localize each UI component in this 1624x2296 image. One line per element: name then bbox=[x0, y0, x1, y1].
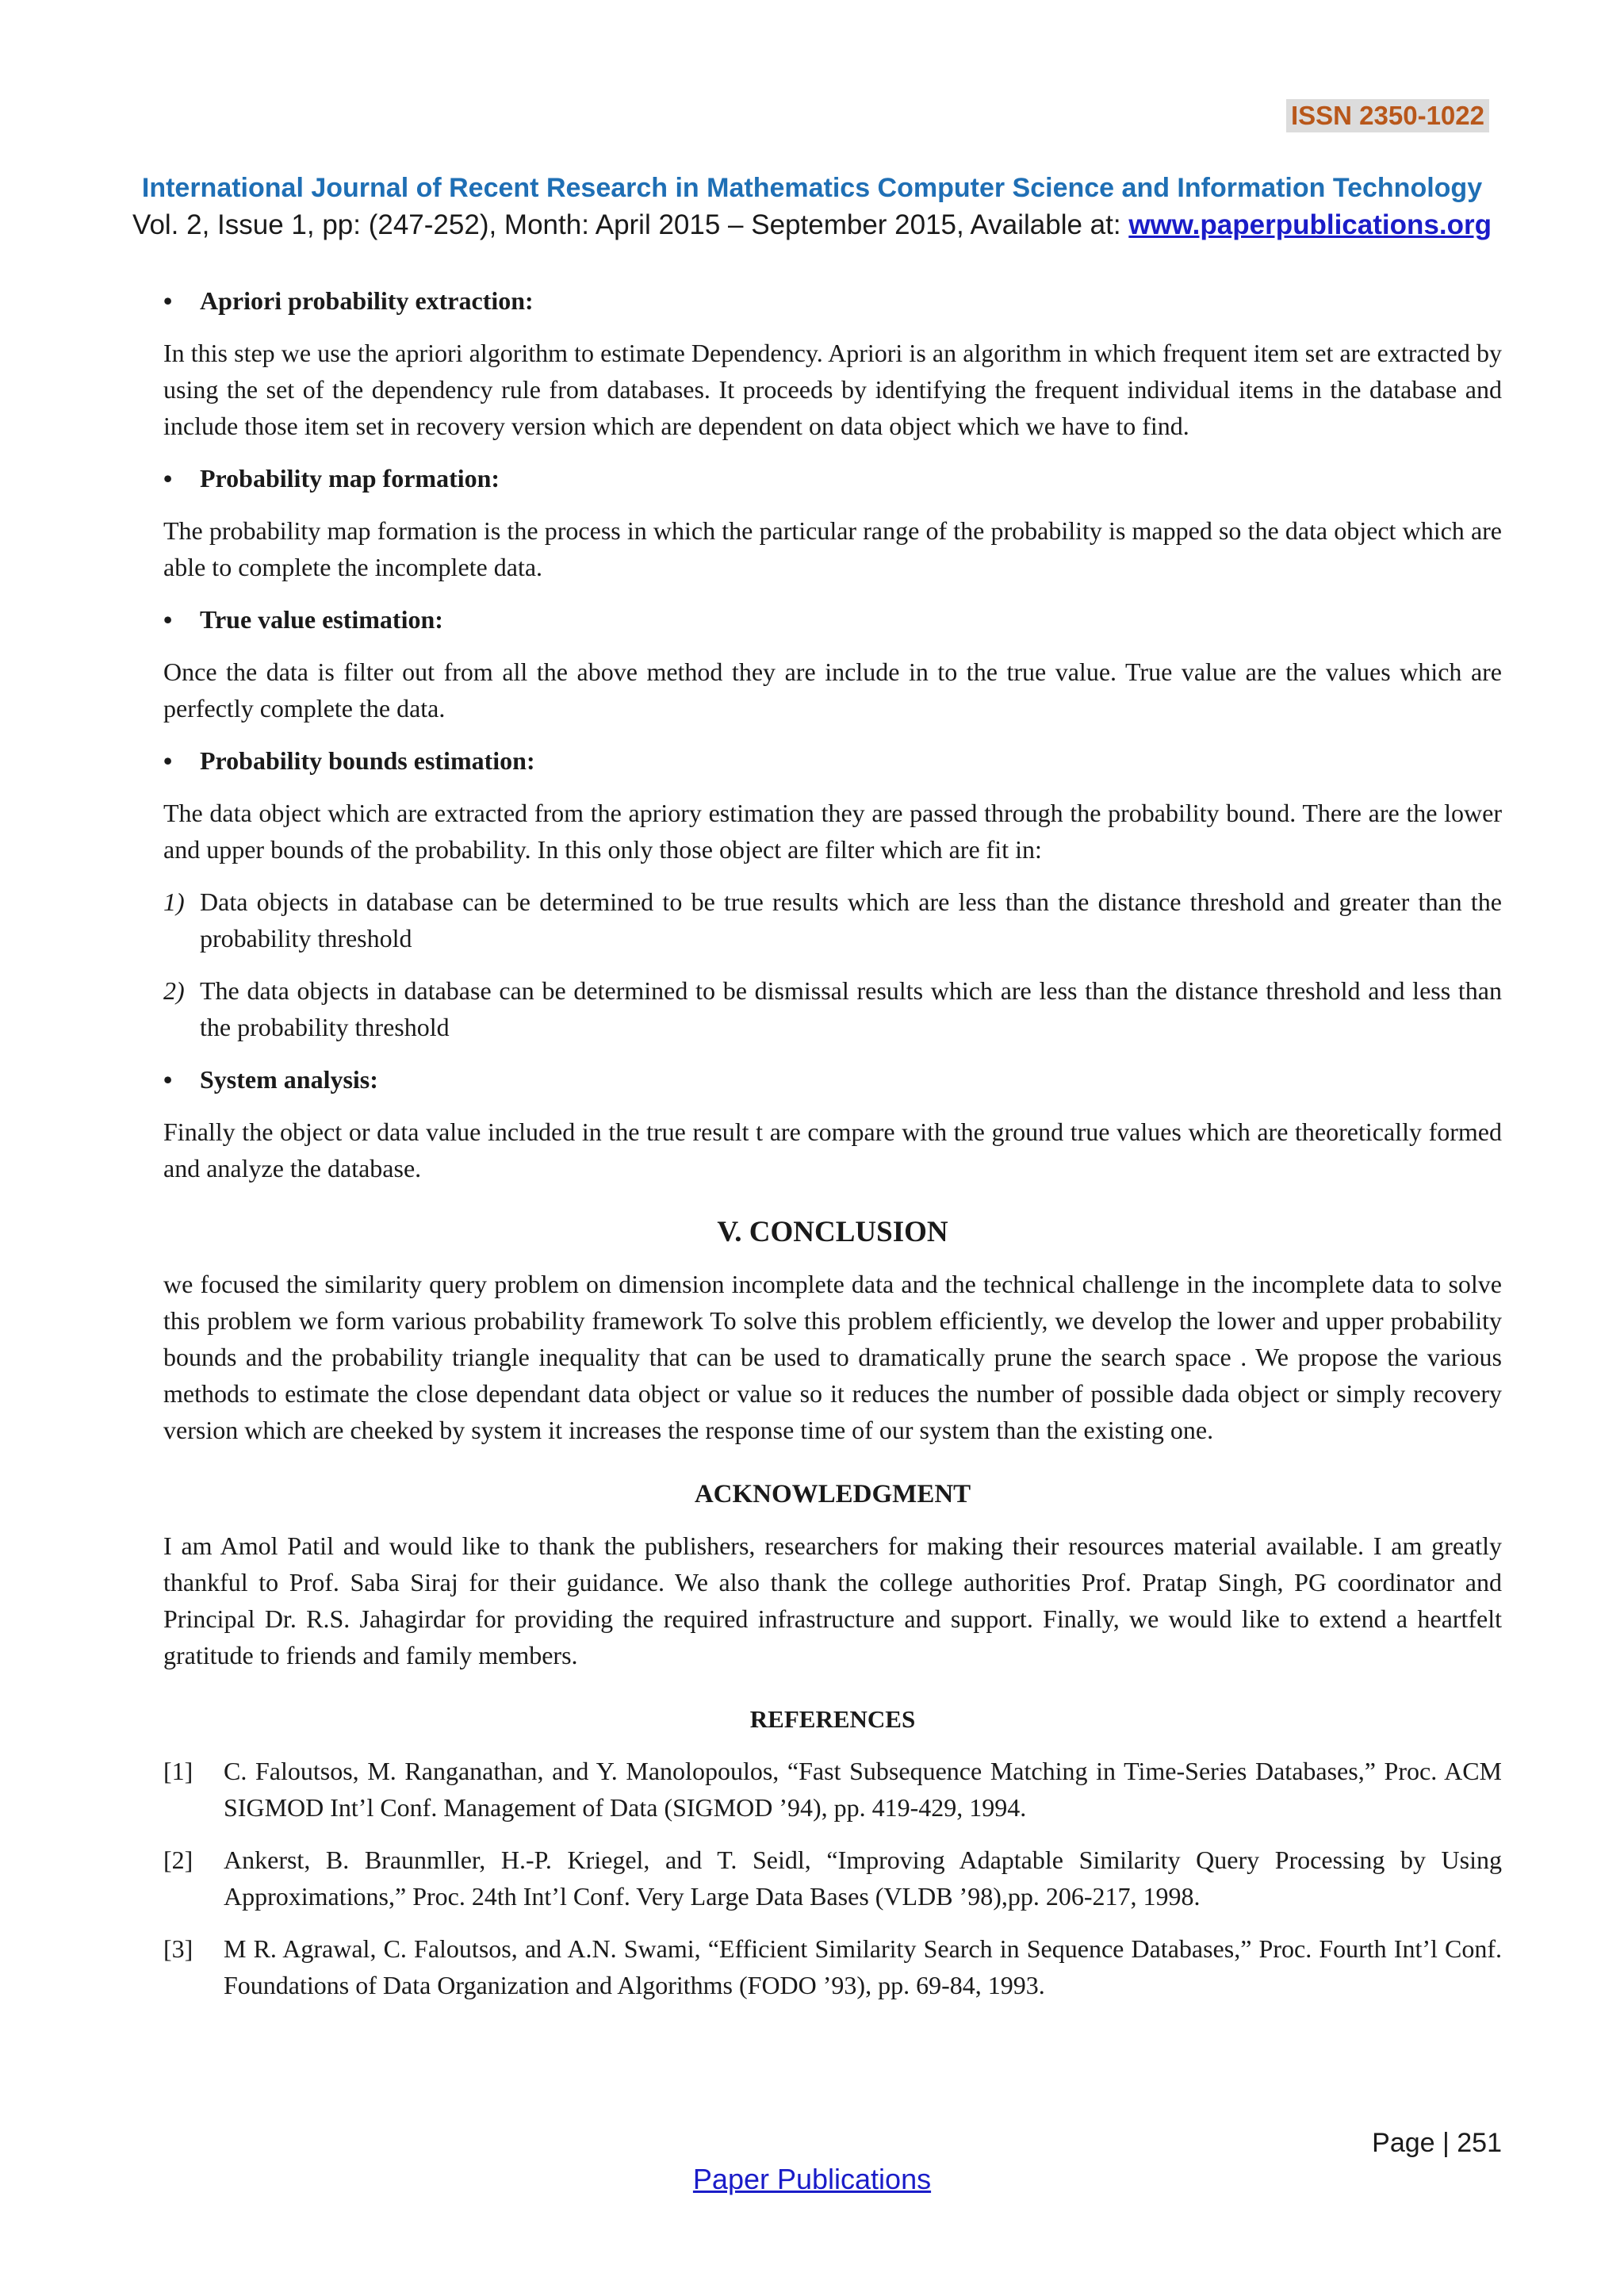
reference-text: Ankerst, B. Braunmller, H.-P. Kriegel, and T. Seidl, “Improving Adaptable Similarity Query Processing by Using Approximations,” Proc. 24th Int’l Conf. Very Large Data Bases (VLDB ’98),pp. 206-217, 1998. bbox=[224, 1846, 1502, 1911]
bullet-icon: • bbox=[163, 286, 173, 315]
references-heading: REFERENCES bbox=[749, 1705, 916, 1733]
reference-text: M R. Agrawal, C. Faloutsos, and A.N. Swami, “Efficient Similarity Search in Sequence Databases,” Proc. Fourth Int’l Conf. Foundations of Data Organization and Algorithms (FODO ’93), pp. 69-84, 1993. bbox=[224, 1934, 1502, 1999]
list-item bbox=[163, 972, 1502, 1045]
reference-item bbox=[163, 1930, 1502, 2003]
list-item bbox=[163, 884, 1502, 956]
paragraph-true-value: Once the data is filter out from all the above method they are include in to the true value. True value are the values which are perfectly complete the data. bbox=[163, 657, 1502, 723]
section-heading-true-value bbox=[163, 601, 1502, 638]
list-text: The data objects in database can be determined to be dismissal results which are less than the distance threshold and less than the probability threshold bbox=[200, 976, 1502, 1041]
page-number: Page | 251 bbox=[1372, 2128, 1502, 2158]
paragraph-map: The probability map formation is the process in which the particular range of the probability is mapped so the data object which are able to complete the incomplete data. bbox=[163, 516, 1502, 581]
heading-text: True value estimation: bbox=[200, 605, 443, 634]
heading-text: Probability bounds estimation: bbox=[200, 746, 535, 775]
volume-text: Vol. 2, Issue 1, pp: (247-252), Month: April 2015 – September 2015, Available at: bbox=[132, 209, 1129, 240]
footer bbox=[0, 2163, 1624, 2196]
reference-number: [2] bbox=[163, 1846, 193, 1874]
reference-number: [3] bbox=[163, 1934, 193, 1963]
paragraph-acknowledgment: I am Amol Patil and would like to thank the publishers, researchers for making their resources material available. I am greatly thankful to Prof. Saba Siraj for their guidance. We also thank the college authorities Prof. Pratap Singh, PG coordinator and Principal Dr. R.S. Jahagirdar for providing the required infrastructure and support. Finally, we would like to extend a heartfelt gratitude to friends and family members. bbox=[163, 1531, 1502, 1669]
bullet-icon: • bbox=[163, 464, 173, 493]
section-heading-system bbox=[163, 1061, 1502, 1098]
volume-line bbox=[0, 209, 1624, 241]
bullet-icon: • bbox=[163, 605, 173, 634]
website-link[interactable]: www.paperpublications.org bbox=[1128, 209, 1492, 240]
heading-text: Apriori probability extraction: bbox=[200, 286, 534, 315]
heading-text: Probability map formation: bbox=[200, 464, 500, 493]
reference-number: [1] bbox=[163, 1757, 193, 1785]
body-content bbox=[163, 282, 1502, 2019]
list-text: Data objects in database can be determined to be true results which are less than the distance threshold and greater than the probability threshold bbox=[200, 887, 1502, 953]
bullet-icon: • bbox=[163, 746, 173, 775]
paragraph-apriori: In this step we use the apriori algorithm to estimate Dependency. Apriori is an algorithm in which frequent item set are extracted by using the set of the dependency rule from databases. It proceeds by identifying the frequent individual items in the database and include those item set in recovery version which are dependent on data object which we have to find. bbox=[163, 339, 1502, 440]
reference-item bbox=[163, 1842, 1502, 1915]
list-number: 1) bbox=[163, 887, 185, 916]
issn-badge: ISSN 2350-1022 bbox=[1286, 99, 1489, 132]
heading-text: System analysis: bbox=[200, 1065, 378, 1094]
journal-title: International Journal of Recent Research in Mathematics Computer Science and Information Technology bbox=[141, 173, 1483, 203]
list-number: 2) bbox=[163, 976, 185, 1005]
paragraph-system: Finally the object or data value included in the true result t are compare with the ground true values which are theoretically formed and analyze the database. bbox=[163, 1117, 1502, 1182]
bullet-icon: • bbox=[163, 1065, 173, 1094]
paragraph-conclusion: we focused the similarity query problem on dimension incomplete data and the technical challenge in the incomplete data to solve this problem we form various probability framework To solve this problem efficiently, we develop the lower and upper probability bounds and the probability triangle inequality that can be used to dramatically prune the search space . We propose the various methods to estimate the close dependant data object or value so it reduces the number of possible dada object or simply recovery version which are cheeked by system it increases the response time of our system than the existing one. bbox=[163, 1270, 1502, 1444]
section-heading-map bbox=[163, 460, 1502, 496]
publisher-link[interactable]: Paper Publications bbox=[692, 2163, 932, 2195]
conclusion-heading: V. CONCLUSION bbox=[717, 1216, 948, 1248]
reference-item bbox=[163, 1753, 1502, 1826]
section-heading-apriori bbox=[163, 282, 1502, 319]
paragraph-bounds: The data object which are extracted from the apriory estimation they are passed through the probability bound. There are the lower and upper bounds of the probability. In this only those object are filter which are fit in: bbox=[163, 799, 1502, 864]
reference-text: C. Faloutsos, M. Ranganathan, and Y. Manolopoulos, “Fast Subsequence Matching in Time-Series Databases,” Proc. ACM SIGMOD Int’l Conf. Management of Data (SIGMOD ’94), pp. 419-429, 1994. bbox=[224, 1757, 1502, 1822]
section-heading-bounds bbox=[163, 742, 1502, 779]
acknowledgment-heading: ACKNOWLEDGMENT bbox=[694, 1480, 971, 1508]
